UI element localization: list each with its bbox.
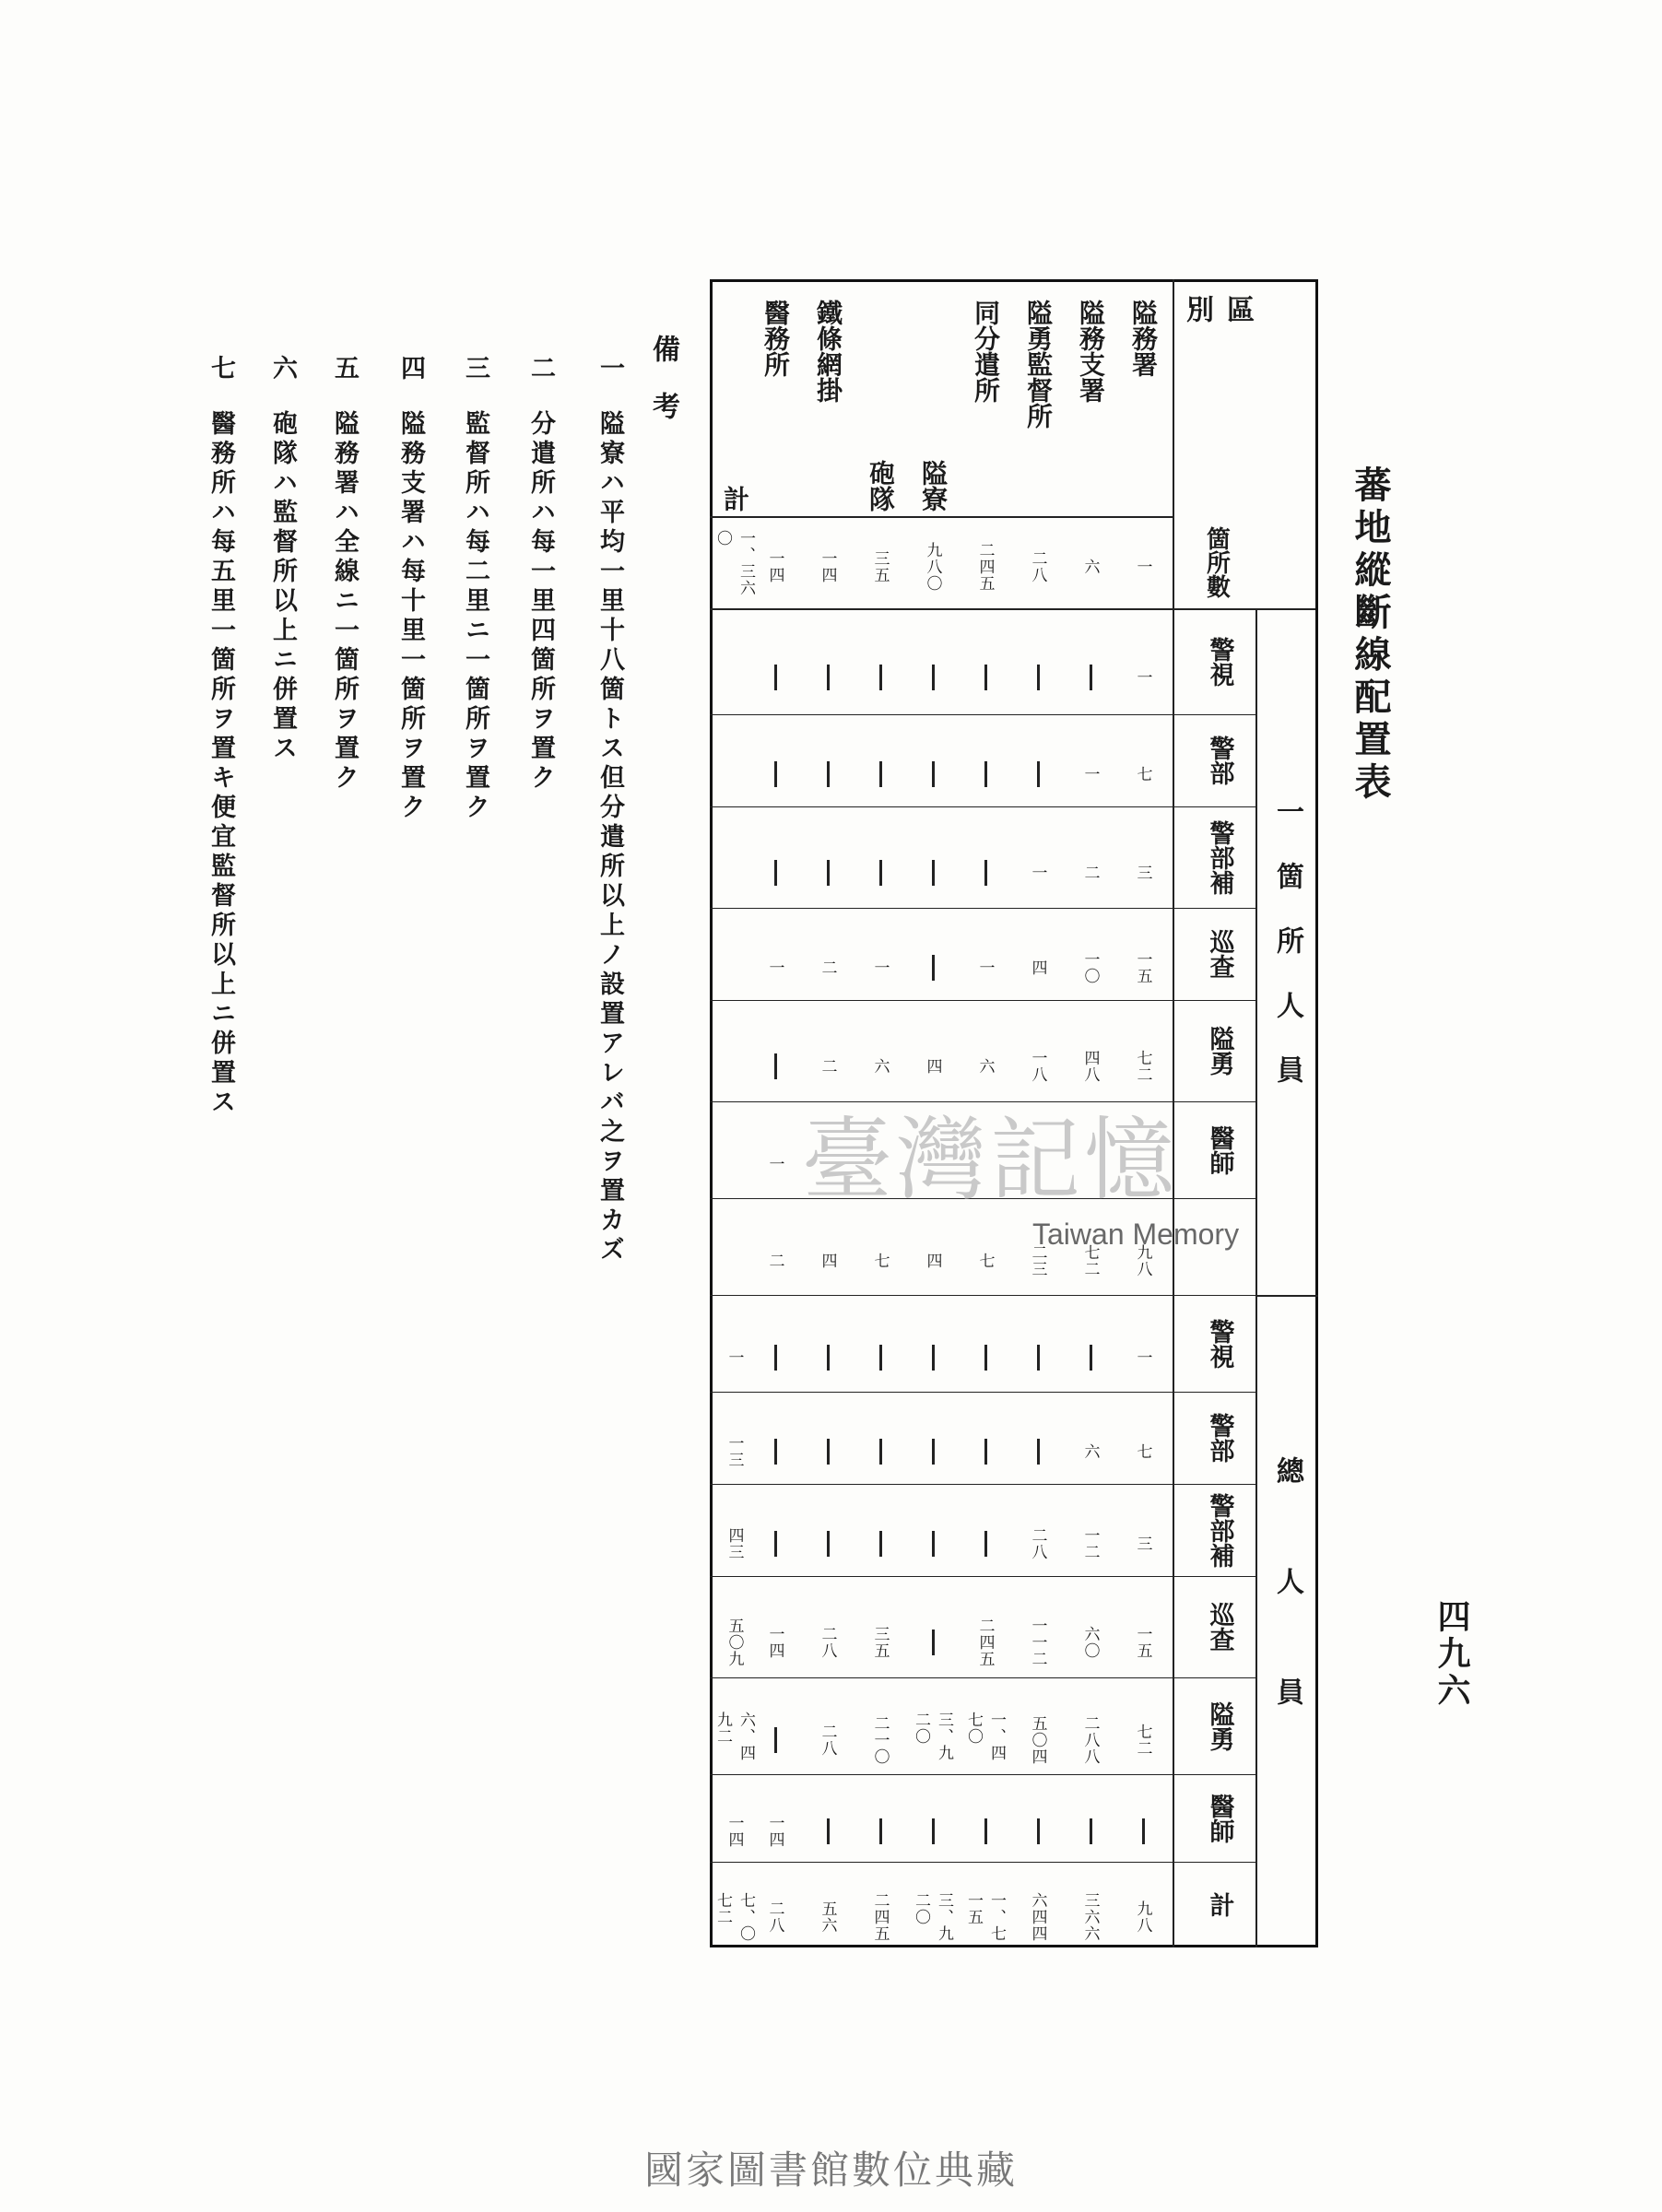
cell-value (914, 842, 951, 903)
dash-mark (1142, 1818, 1145, 1844)
dash-mark (774, 1439, 777, 1465)
cell-value: 七二 (1133, 1724, 1152, 1758)
page-title: 蕃地縱斷線配置表 (1349, 465, 1392, 805)
cell-value: 七 (1133, 766, 1152, 782)
note-number: 七 (206, 355, 235, 380)
cell-value (757, 1712, 794, 1770)
watermark-chinese: 臺灣記憶 (802, 1108, 1179, 1213)
dash-mark (774, 1053, 777, 1079)
cell-value (809, 1424, 846, 1479)
cell-value (809, 747, 846, 802)
dash-mark (774, 665, 777, 690)
row-label: 砲隊 (866, 460, 896, 512)
column-rule (710, 1576, 1255, 1577)
dash-mark (774, 1727, 777, 1753)
dash-mark (1090, 665, 1092, 690)
cell-value: 二四五 (870, 1892, 890, 1943)
subheader-total-0: 警視 (1205, 1318, 1234, 1369)
dash-mark (774, 1345, 777, 1371)
cell-value: 四 (818, 1253, 837, 1270)
dash-mark (879, 665, 882, 690)
subheader-total-6: 計 (1205, 1892, 1234, 1917)
cell-value: 一四 (765, 1814, 784, 1848)
dash-mark (879, 1531, 882, 1557)
dash-mark (827, 1531, 830, 1557)
cell-value (809, 1805, 846, 1857)
note-number: 五 (330, 355, 359, 380)
cell-value (914, 645, 951, 709)
dash-mark (774, 761, 777, 787)
row-count: 三五 (870, 550, 890, 583)
dash-mark (1090, 1818, 1092, 1844)
label-row-divider (710, 516, 1173, 518)
cell-value (914, 747, 951, 802)
subheader-total-1: 警部 (1205, 1413, 1234, 1463)
cell-value: 一 (725, 1349, 744, 1367)
cell-value: 六 (975, 1057, 995, 1075)
cell-value (862, 1329, 899, 1387)
row-count: 二四五 (975, 542, 995, 592)
cell-value: 一二 (1080, 1527, 1100, 1560)
dash-mark (984, 665, 987, 690)
column-rule (710, 1677, 1255, 1678)
note-text: 醫務所ハ每五里一箇所ヲ置キ便宜監督所以上ニ併置ス (206, 410, 235, 1118)
subheader-per-3: 巡查 (1205, 929, 1234, 979)
row-count: 一、三六〇 (713, 530, 755, 596)
note-text: 隘務署ハ全線ニ一箇所ヲ置ク (330, 410, 359, 794)
cell-value (1020, 645, 1056, 709)
dash-mark (827, 665, 830, 690)
cell-value (914, 1612, 951, 1673)
cell-value: 六、四九二 (713, 1711, 755, 1761)
row-label: 同分遣所 (971, 300, 1001, 403)
row-label: 隘勇監督所 (1023, 300, 1054, 429)
row-label: 計 (720, 486, 750, 512)
cell-value: 一八 (1028, 1049, 1047, 1083)
cell-value: 二八八 (1080, 1715, 1100, 1766)
cell-value: 一五 (1133, 951, 1152, 984)
cell-value: 三 (1133, 864, 1152, 881)
dash-mark (879, 1345, 882, 1371)
column-rule (710, 1774, 1255, 1775)
cell-value (967, 1805, 1004, 1857)
dash-mark (984, 1818, 987, 1844)
cell-value (757, 1036, 794, 1097)
column-rule (710, 908, 1255, 909)
cell-value: 一 (975, 959, 995, 976)
dash-mark (1090, 1345, 1092, 1371)
watermark-english: Taiwan Memory (1032, 1218, 1240, 1251)
dash-mark (932, 1630, 935, 1655)
cell-value (862, 1424, 899, 1479)
cell-value: 二八 (765, 1900, 784, 1935)
cell-value (862, 1805, 899, 1857)
row-label: 隘務支署 (1076, 300, 1106, 403)
subheader-total-3: 巡查 (1205, 1602, 1234, 1652)
cell-value (809, 842, 846, 903)
dash-mark (827, 1818, 830, 1844)
subheader-per-2: 警部補 (1205, 819, 1234, 895)
cell-value: 三 (1133, 1535, 1152, 1552)
cell-value: 四三 (725, 1527, 744, 1560)
cell-value (862, 747, 899, 802)
cell-value: 一四 (725, 1814, 744, 1848)
dash-mark (774, 860, 777, 886)
cell-value (757, 645, 794, 709)
dash-mark (879, 1818, 882, 1844)
cell-value (1125, 1805, 1161, 1857)
cell-value: 二 (818, 1057, 837, 1075)
cell-value: 一、七一五 (964, 1891, 1006, 1942)
cell-value (967, 1516, 1004, 1571)
row-label: 鐵條網掛 (813, 300, 843, 403)
dash-mark (827, 761, 830, 787)
cell-value (862, 645, 899, 709)
cell-value (809, 1329, 846, 1387)
dash-mark (984, 1531, 987, 1557)
cell-value: 一 (1028, 864, 1047, 881)
cell-value (1072, 1329, 1109, 1387)
dash-mark (1037, 1439, 1040, 1465)
cell-value: 六 (1080, 1443, 1100, 1460)
row-count: 一 (1133, 559, 1152, 575)
cell-value: 七 (975, 1253, 995, 1270)
cell-value: 一 (765, 959, 784, 976)
cell-value: 四 (1028, 959, 1047, 976)
subheader-total-4: 隘勇 (1205, 1700, 1234, 1751)
cell-value: 二 (1080, 864, 1100, 881)
dash-mark (827, 1345, 830, 1371)
dash-mark (827, 1439, 830, 1465)
cell-value: 五〇九 (725, 1617, 744, 1667)
notes-heading: 備考 (647, 335, 679, 449)
header-group-total: 總人員 (1271, 1456, 1303, 1788)
dash-mark (1037, 761, 1040, 787)
cell-value: 四 (923, 1057, 942, 1075)
column-rule (710, 714, 1255, 715)
cell-value: 五六 (818, 1900, 837, 1935)
cell-value: 五〇四 (1028, 1715, 1047, 1766)
row-label: 隘寮 (918, 460, 949, 512)
dash-mark (1037, 1818, 1040, 1844)
cell-value (809, 645, 846, 709)
row-count: 九八〇 (923, 542, 942, 592)
dash-mark (984, 1345, 987, 1371)
cell-value: 一 (1080, 766, 1100, 782)
note-text: 隘務支署ハ每十里一箇所ヲ置ク (396, 410, 425, 823)
subheader-per-5: 醫師 (1205, 1124, 1234, 1175)
page-number: 四九六 (1432, 1599, 1471, 1710)
note-text: 分遣所ハ每一里四箇所ヲ置ク (526, 410, 555, 794)
cell-value (967, 747, 1004, 802)
cell-value (967, 1329, 1004, 1387)
cell-value (914, 1516, 951, 1571)
cell-value: 三、九二〇 (912, 1891, 953, 1942)
dash-mark (1037, 665, 1040, 690)
dash-mark (879, 1439, 882, 1465)
cell-value (914, 1329, 951, 1387)
cell-value: 二八 (818, 1625, 837, 1659)
cell-value: 二八 (1028, 1527, 1047, 1560)
cell-value (914, 1805, 951, 1857)
note-number: 六 (268, 355, 297, 380)
dash-mark (932, 665, 935, 690)
cell-value (914, 1424, 951, 1479)
cell-value: 九八 (1133, 1244, 1152, 1278)
column-rule (710, 1392, 1255, 1393)
cell-value (862, 1516, 899, 1571)
cell-value: 六 (870, 1057, 890, 1075)
cell-value: 七二 (1080, 1244, 1100, 1278)
cell-value: 一五 (1133, 1625, 1152, 1659)
cell-value: 一、四七〇 (964, 1711, 1006, 1761)
cell-value: 二 (765, 1253, 784, 1270)
cell-value: 一 (1133, 668, 1152, 686)
header-district: 區別 (1181, 295, 1254, 424)
row-count: 一四 (765, 550, 784, 583)
column-rule (710, 1862, 1255, 1863)
count-divider (710, 608, 1315, 610)
cell-value (967, 842, 1004, 903)
cell-value: 九八 (1133, 1900, 1152, 1935)
cell-value: 二三 (1028, 1244, 1047, 1278)
dash-mark (984, 761, 987, 787)
cell-value: 六四四 (1028, 1892, 1047, 1943)
dash-mark (932, 761, 935, 787)
cell-value: 六〇 (1080, 1625, 1100, 1659)
note-number: 四 (396, 355, 425, 380)
cell-value (757, 1329, 794, 1387)
note-number: 一 (595, 355, 624, 380)
dash-mark (932, 955, 935, 981)
dash-mark (932, 1818, 935, 1844)
row-count: 六 (1080, 559, 1100, 575)
cell-value (1072, 1805, 1109, 1857)
cell-value: 一 (765, 1156, 784, 1173)
cell-value: 三六六 (1080, 1892, 1100, 1943)
column-rule (710, 1295, 1255, 1296)
group-split-line (1255, 1295, 1318, 1297)
note-text: 監督所ハ每二里ニ一箇所ヲ置ク (461, 410, 489, 823)
cell-value: 一 (870, 959, 890, 976)
cell-value: 四 (923, 1253, 942, 1270)
cell-value (914, 940, 951, 995)
subheader-per-0: 警視 (1205, 636, 1234, 687)
subheader-per-1: 警部 (1205, 735, 1234, 785)
dash-mark (1037, 1345, 1040, 1371)
cell-value: 一一二 (1028, 1617, 1047, 1667)
footer-caption: 國家圖書館數位典藏 (643, 2147, 1018, 2193)
cell-value: 七 (1133, 1443, 1152, 1460)
cell-value (809, 1516, 846, 1571)
watermark (802, 1088, 1281, 1253)
dash-mark (774, 1531, 777, 1557)
dash-mark (932, 1345, 935, 1371)
cell-value: 一三 (725, 1435, 744, 1468)
dash-mark (879, 761, 882, 787)
dash-mark (932, 860, 935, 886)
cell-value: 二四五 (975, 1617, 995, 1667)
subheader-total-2: 警部補 (1205, 1492, 1234, 1568)
cell-value (757, 1424, 794, 1479)
cell-value (757, 747, 794, 802)
dash-mark (984, 1439, 987, 1465)
cell-value: 七 (870, 1253, 890, 1270)
dash-mark (984, 860, 987, 886)
note-text: 砲隊ハ監督所以上ニ併置ス (268, 410, 297, 764)
note-number: 三 (461, 355, 489, 380)
header-group-per-location: 一箇所人員 (1271, 797, 1303, 1120)
cell-value: 四八 (1080, 1049, 1100, 1083)
cell-value: 一〇 (1080, 951, 1100, 984)
cell-value (1072, 645, 1109, 709)
subheader-per-4: 隘勇 (1205, 1026, 1234, 1076)
cell-value: 二一〇 (870, 1715, 890, 1766)
cell-value (757, 1516, 794, 1571)
cell-value (1020, 1805, 1056, 1857)
dash-mark (827, 860, 830, 886)
cell-value (757, 842, 794, 903)
cell-value (1020, 1424, 1056, 1479)
cell-value: 一四 (765, 1625, 784, 1659)
dash-mark (879, 860, 882, 886)
cell-value: 三、九二〇 (912, 1711, 953, 1761)
cell-value: 七、〇七二 (713, 1891, 755, 1942)
cell-value: 一 (1133, 1349, 1152, 1367)
cell-value (967, 645, 1004, 709)
dash-mark (932, 1439, 935, 1465)
cell-value: 七二 (1133, 1049, 1152, 1083)
cell-value (862, 842, 899, 903)
note-text: 隘寮ハ平均一里十八箇トス但分遣所以上ノ設置アレバ之ヲ置カズ (595, 410, 624, 1265)
cell-value (967, 1424, 1004, 1479)
column-rule (710, 806, 1255, 807)
note-number: 二 (526, 355, 555, 380)
row-label: 隘務署 (1128, 300, 1159, 377)
cell-value (1020, 1329, 1056, 1387)
cell-value (1020, 747, 1056, 802)
cell-value: 三五 (870, 1625, 890, 1659)
row-count: 一四 (818, 550, 837, 583)
column-rule (710, 1484, 1255, 1485)
dash-mark (932, 1531, 935, 1557)
cell-value: 二八 (818, 1724, 837, 1758)
column-rule (710, 1000, 1255, 1001)
group-divider (1255, 608, 1257, 1947)
cell-value: 二 (818, 959, 837, 976)
row-label: 醫務所 (760, 300, 791, 377)
row-count: 二八 (1028, 550, 1047, 583)
subheader-total-5: 醫師 (1205, 1793, 1234, 1843)
header-count: 箇所數 (1202, 526, 1231, 598)
